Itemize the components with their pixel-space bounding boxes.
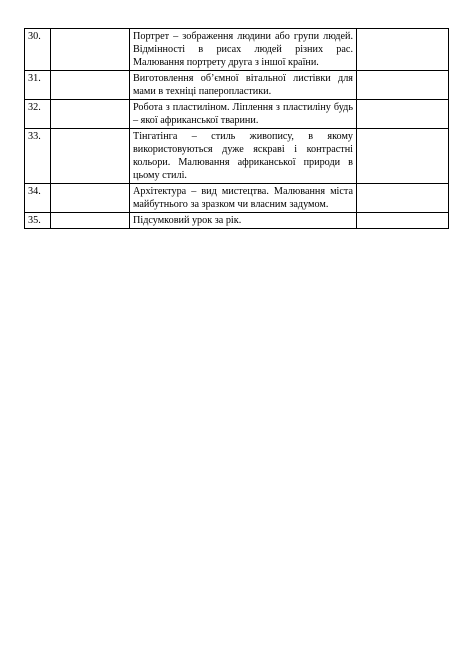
date-cell bbox=[51, 129, 130, 184]
date-cell bbox=[51, 71, 130, 100]
table-row bbox=[25, 129, 449, 184]
notes-cell bbox=[357, 213, 449, 229]
notes-cell bbox=[357, 100, 449, 129]
lesson-topic: Тінгатінга – стиль живопису, в якому використовуються дуже яскраві і контрастні кольори. Малювання африканської природи в цьому стилі. bbox=[130, 129, 357, 184]
notes-cell bbox=[357, 184, 449, 213]
lesson-number: 35. bbox=[25, 213, 51, 229]
lesson-number: 34. bbox=[25, 184, 51, 213]
date-cell bbox=[51, 184, 130, 213]
lesson-number: 31. bbox=[25, 71, 51, 100]
lesson-topic: Підсумковий урок за рік. bbox=[130, 213, 357, 229]
date-cell bbox=[51, 29, 130, 71]
lesson-topic: Виготовлення об’ємної вітальної листівки для мами в техніці паперопластики. bbox=[130, 71, 357, 100]
table-row bbox=[25, 184, 449, 213]
lesson-plan-table bbox=[24, 28, 449, 229]
lesson-number: 30. bbox=[25, 29, 51, 71]
table-row bbox=[25, 100, 449, 129]
table-row bbox=[25, 213, 449, 229]
notes-cell bbox=[357, 71, 449, 100]
table-row bbox=[25, 71, 449, 100]
date-cell bbox=[51, 100, 130, 129]
table-row bbox=[25, 29, 449, 71]
notes-cell bbox=[357, 29, 449, 71]
date-cell bbox=[51, 213, 130, 229]
lesson-topic: Портрет – зображення людини або групи людей. Відмінності в рисах людей різних рас. Малювання портрету друга з іншої країни. bbox=[130, 29, 357, 71]
lesson-topic: Архітектура – вид мистецтва. Малювання міста майбутнього за зразком чи власним задумом. bbox=[130, 184, 357, 213]
lesson-topic: Робота з пластиліном. Ліплення з пластиліну будь – якої африканської тварини. bbox=[130, 100, 357, 129]
notes-cell bbox=[357, 129, 449, 184]
lesson-number: 32. bbox=[25, 100, 51, 129]
lesson-number: 33. bbox=[25, 129, 51, 184]
